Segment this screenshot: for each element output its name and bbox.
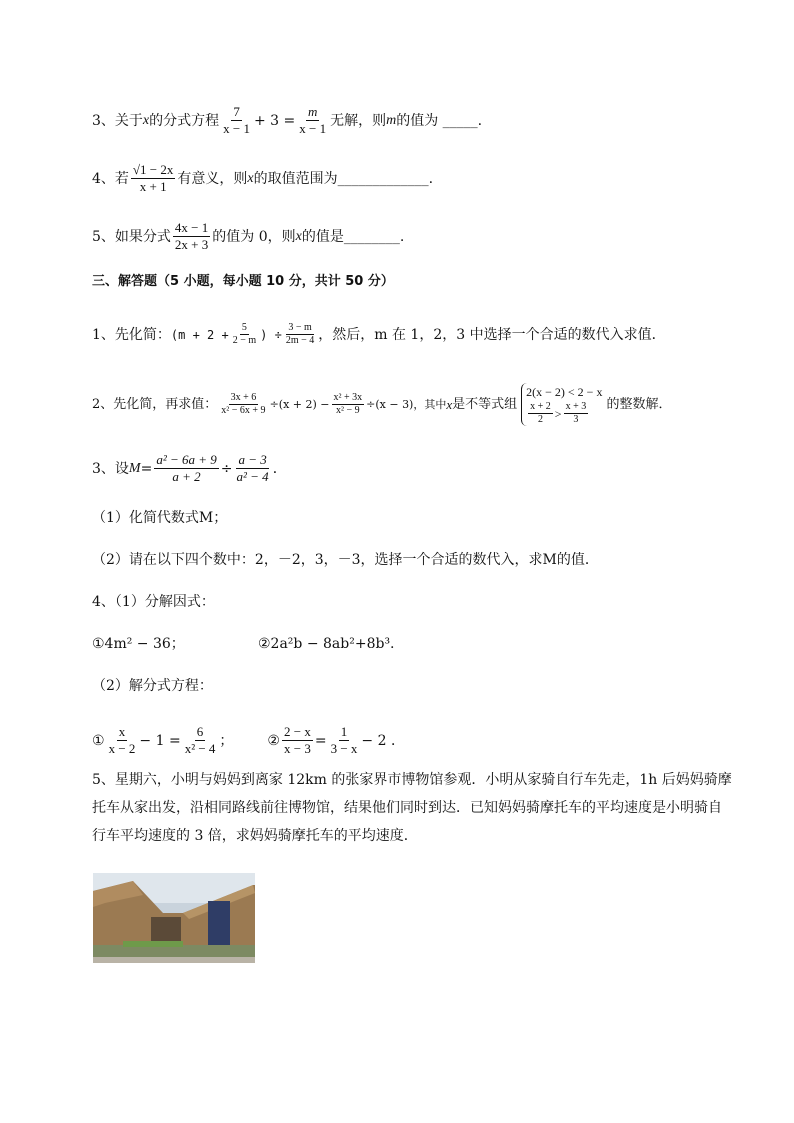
p1-fraction-1: $\frac{5}{2 - m}$ [232, 322, 257, 346]
p1-close: ) ÷ [260, 327, 282, 342]
q3-var: x [142, 112, 150, 128]
p3-suffix: ． [272, 460, 287, 477]
question-3-fill [92, 104, 482, 137]
problem-3 [92, 452, 287, 485]
p3-prefix: 3、设 [92, 460, 129, 477]
p4-factor-a: ①4m² − 36； [92, 636, 185, 652]
p4-d-fraction-2: $\frac{1}{3 - x}$ [330, 724, 358, 756]
p2-inequality-1: 2(x − 2) < 2 − x [526, 385, 603, 399]
p4-factor-b: ②2a²b − 8ab²+8b³. [258, 636, 395, 652]
museum-photo [93, 873, 255, 963]
p3-sub-1: （1）化简代数式M； [92, 510, 228, 526]
p3-fraction-2: $\frac{a - 3}{\text{a² − 4}}$ [236, 452, 269, 484]
q4-fraction: $\frac{√1 - 2x}{x + 1}$ [132, 162, 174, 194]
p3-op: ÷ [220, 460, 233, 477]
p4-c-pre: ① [92, 732, 105, 749]
p3-sub-2: （2）请在以下四个数中：2，－2，3，－3，选择一个合适的数代入，求M的值． [92, 552, 599, 568]
p2-inequality-2: $\frac{x + 2}{2}$ > $\frac{x + 3}{3}$ [530, 401, 587, 425]
problem-1 [92, 322, 666, 347]
q3-plus: + 3 = [253, 112, 296, 129]
p4-c-mid: − 1 = [139, 732, 181, 749]
q5-fraction: $\frac{4x - 1}{2x + 3}$ [174, 220, 209, 252]
q4-prefix: 4、若 [92, 170, 129, 187]
p4-c-fraction-1: $\frac{x}{x - 2}$ [108, 724, 136, 756]
q3-suffix-2: 的值为 _____. [396, 112, 483, 129]
q3-prefix: 3、关于 [92, 112, 143, 129]
p3-fraction-1: $\frac{\text{a² − 6a + 9}}{a + 2}$ [156, 452, 217, 484]
q3-var-2: m [386, 112, 397, 128]
q5-prefix: 5、如果分式 [92, 228, 171, 245]
p4-c-end: ； [219, 732, 234, 749]
p2-fraction-2: $\frac{\text{x² + 3x}}{\text{x² − 9}}$ [333, 392, 363, 416]
q3-mid: 的分式方程 [149, 112, 220, 129]
q5-suffix: 的值是________. [301, 228, 405, 245]
p1-fraction-2: $\frac{3 - m}{2m - 4}$ [285, 322, 315, 346]
p4-c-fraction-2: $\frac{6}{\text{x² − 4}}$ [184, 724, 216, 756]
p3-var: M [128, 460, 141, 476]
p4-d-end: − 2 ． [361, 732, 405, 749]
p4-d-fraction-1: $\frac{2 - x}{x - 3}$ [283, 724, 311, 756]
p2-mid-3: 是不等式组 [452, 396, 518, 412]
question-5-fill [92, 220, 404, 253]
p1-open: (m + 2 + [170, 327, 229, 342]
q5-mid: 的值为 0，则 [212, 228, 296, 245]
p4-d-mid: = [314, 732, 327, 749]
p3-eq: = [140, 460, 153, 477]
q4-var: x [247, 170, 254, 186]
p2-suffix: 的整数解． [606, 396, 672, 412]
p1-suffix: ，然后，m 在 1，2，3 中选择一个合适的数代入求值． [318, 326, 666, 343]
q4-mid: 有意义，则 [177, 170, 248, 187]
p4-head: 4、（1）分解因式： [92, 594, 215, 610]
q5-var: x [295, 228, 302, 244]
p2-var: x [446, 396, 453, 412]
section-3-heading: 三、解答题（5 小题，每小题 10 分，共计 50 分） [92, 274, 394, 289]
p1-prefix: 1、先化简： [92, 326, 171, 343]
p4-equation-row [92, 724, 405, 757]
q3-fraction-1: $\frac{7}{x - 1}$ [223, 104, 250, 136]
p4-factor-row [92, 634, 395, 654]
p2-mid-2: ÷(x − 3)，其中 [366, 397, 447, 411]
p2-prefix: 2、先化简，再求值： [92, 396, 218, 412]
p4-head-2: （2）解分式方程： [92, 678, 213, 694]
p2-fraction-1: $\frac{3x + 6}{\text{x² − 6x + 9}}$ [221, 392, 266, 416]
problem-2 [92, 383, 671, 426]
p2-inequality-system [521, 383, 602, 426]
q3-suffix-1: 无解，则 [330, 112, 387, 129]
question-4-fill [92, 162, 433, 195]
q4-suffix: 的取值范围为_____________. [253, 170, 434, 187]
p4-d-pre: ② [267, 732, 280, 749]
p2-mid-1: ÷(x + 2) − [269, 397, 330, 411]
q3-fraction-2: $\frac{m}{x - 1}$ [299, 104, 327, 136]
problem-5: 5、星期六，小明与妈妈到离家 12km 的张家界市博物馆参观．小明从家骑自行车先走，1h 后妈妈骑摩托车从家出发，沿相同路线前往博物馆，结果他们同时到达．已知妈妈骑摩托车的平均速度是小明骑自行车平均速度的 3 倍，求妈妈骑摩托车的平均速度． [92, 772, 732, 844]
